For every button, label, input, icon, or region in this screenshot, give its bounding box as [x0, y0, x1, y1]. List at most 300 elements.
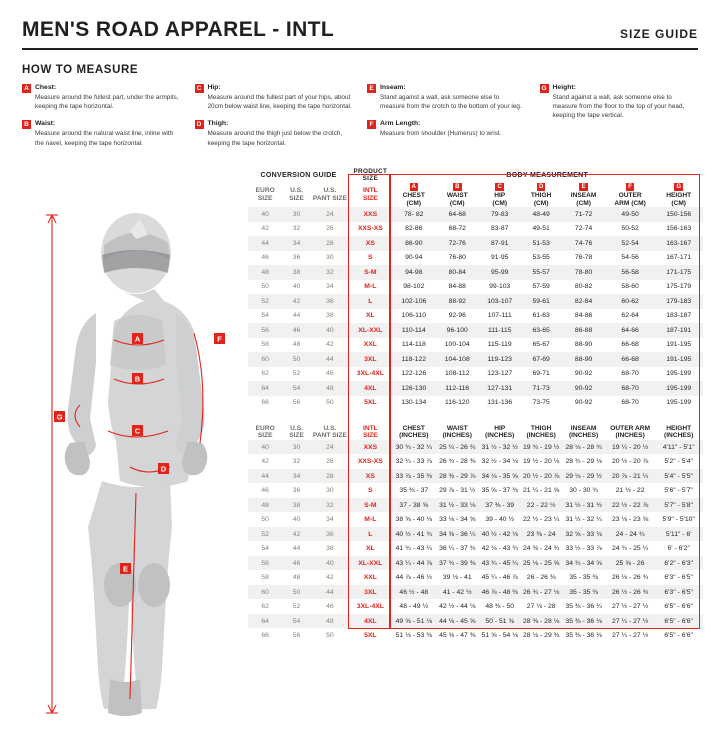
cell-measurement: 26 - 26 ⅜ — [526, 574, 556, 582]
cell-conversion: 50 — [326, 632, 334, 640]
cell-measurement: 167-171 — [666, 254, 692, 262]
cell-measurement: 37 ⅜ - 39 — [485, 501, 515, 509]
table-column-headers-cm — [248, 183, 703, 208]
cell-conversion: 44 — [292, 312, 301, 320]
cell-measurement: 25 ⅝ - 26 — [615, 559, 645, 567]
cell-conversion: 44 — [261, 472, 269, 480]
cell-measurement: 68-70 — [621, 399, 639, 407]
cell-measurement: 90-92 — [574, 399, 593, 407]
cell-measurement: 62-64 — [621, 312, 639, 320]
cell-measurement: 103-107 — [487, 297, 513, 305]
cell-measurement: 80-82 — [574, 283, 593, 291]
cell-conversion: 32 — [292, 458, 301, 466]
measure-column-2 — [195, 83, 354, 156]
cell-measurement: 33 ⅛ - 34 ⅝ — [439, 516, 476, 524]
cell-conversion: 26 — [326, 225, 334, 233]
cell-measurement: 43 ¾ - 45 ¼ — [481, 559, 518, 567]
cell-measurement: 35 - 35 ⅜ — [569, 574, 598, 582]
cell-measurement: 82-86 — [405, 225, 423, 233]
cell-conversion: 52 — [261, 530, 269, 538]
cell-conversion: 62 — [261, 603, 269, 611]
cell-measurement: 57-59 — [532, 283, 550, 291]
cell-conversion: 48 — [261, 501, 269, 509]
cell-measurement: 108-112 — [445, 370, 470, 378]
cell-measurement: 63-65 — [532, 326, 550, 334]
cell-measurement: 44 ⅛ - 45 ⅝ — [439, 617, 476, 625]
cell-conversion: 36 — [292, 254, 301, 262]
group-header-body: BODY MEASUREMENT — [506, 171, 589, 179]
cell-measurement: 122-126 — [401, 370, 427, 378]
cell-measurement: 26 ¾ - 27 ⅛ — [523, 588, 560, 596]
table-row — [248, 454, 703, 469]
cell-conversion: 44 — [326, 588, 334, 596]
size-table-element — [248, 168, 703, 643]
cell-measurement: 6'5" - 6'6" — [664, 603, 693, 611]
cell-conversion: 52 — [292, 370, 301, 378]
cell-conversion: 42 — [261, 225, 269, 233]
cell-conversion: 42 — [292, 297, 301, 305]
col-intl-size-in: INTL SIZE — [362, 424, 378, 440]
cell-measurement: 24 ¾ - 25 ¼ — [611, 545, 649, 553]
cell-measurement: 61-63 — [532, 312, 550, 320]
cell-conversion: 38 — [292, 268, 301, 276]
cell-measurement: 35 ⅝ - 37 ⅜ — [481, 487, 518, 495]
cell-measurement: 112-116 — [445, 384, 470, 392]
cell-conversion: 64 — [261, 384, 269, 392]
size-guide-label: SIZE GUIDE — [619, 27, 698, 41]
cell-measurement: 78- 82 — [404, 210, 424, 218]
cell-measurement: 24 - 24 ¾ — [615, 530, 645, 538]
cell-conversion: 46 — [261, 254, 269, 262]
cell-measurement: 51 ⅝ - 54 ⅛ — [481, 632, 518, 640]
cell-measurement: 23 ⅜ - 24 — [526, 530, 556, 538]
cell-measurement: 118-122 — [401, 355, 427, 363]
cell-measurement: 35 ⅜ - 37 — [399, 487, 429, 495]
cell-conversion: 36 — [326, 530, 334, 538]
letter-c-icon: C — [495, 183, 504, 192]
cell-conversion: 42 — [292, 530, 301, 538]
cell-measurement: 22 ½ - 23 ¼ — [523, 516, 560, 524]
cell-measurement: 6' - 6'2" — [667, 545, 690, 553]
cell-measurement: 156-163 — [666, 225, 692, 233]
col-hip-in: HIP (INCHES) — [485, 424, 515, 440]
cell-measurement: 35 - 35 ⅜ — [569, 588, 598, 596]
cell-measurement: 66-68 — [621, 341, 639, 349]
cell-measurement: 32 ⅝ - 33 ⅛ — [565, 530, 602, 538]
cell-measurement: 48 ⅜ - 50 — [485, 603, 515, 611]
cell-measurement: 40 ½ - 42 ⅛ — [481, 530, 518, 538]
cell-measurement: 31 ½ - 33 ⅛ — [439, 501, 476, 509]
cell-intl-size: S — [368, 254, 373, 262]
cell-conversion: 56 — [261, 326, 269, 334]
cell-conversion: 50 — [261, 516, 269, 524]
cell-conversion: 32 — [326, 501, 334, 509]
measure-item-height — [540, 83, 699, 121]
cell-measurement: 191-195 — [666, 341, 692, 349]
cell-measurement: 20 ½ - 20 ⅞ — [611, 458, 649, 466]
cell-measurement: 19 ¾ - 19 ½ — [523, 443, 560, 451]
badge-e-icon: E — [367, 84, 376, 93]
cell-measurement: 5'11" - 6' — [665, 530, 692, 538]
cell-measurement: 84-88 — [448, 283, 466, 291]
cell-measurement: 34 ¾ - 34 ⅝ — [565, 559, 602, 567]
cell-measurement: 68-72 — [448, 225, 466, 233]
cell-measurement: 67-69 — [532, 355, 550, 363]
cell-conversion: 38 — [326, 312, 334, 320]
cell-conversion: 26 — [326, 458, 334, 466]
cell-measurement: 34 ⅝ - 36 ¼ — [439, 530, 476, 538]
cell-conversion: 34 — [326, 516, 334, 524]
cell-measurement: 175-179 — [666, 283, 692, 291]
measure-column-4 — [540, 83, 699, 156]
col-outer-arm-in: OUTER ARM (INCHES) — [610, 424, 650, 440]
cell-measurement: 41 - 42 ½ — [442, 588, 472, 596]
cell-measurement: 44 ⅞ - 46 ½ — [395, 574, 432, 582]
cell-measurement: 195-199 — [666, 399, 692, 407]
cell-conversion: 46 — [292, 559, 301, 567]
letter-d-icon: D — [537, 183, 546, 192]
cell-intl-size: XS — [365, 239, 375, 247]
cell-conversion: 64 — [261, 617, 269, 625]
cell-conversion: 42 — [326, 341, 334, 349]
cell-conversion: 34 — [292, 239, 301, 247]
svg-text:E: E — [122, 564, 129, 574]
cell-measurement: 106-110 — [401, 312, 427, 320]
cell-conversion: 40 — [326, 559, 334, 567]
figure-marker-a — [132, 333, 143, 344]
measure-desc-chest: Measure around the fullest part, under the armpits, keeping the tape horizontal. — [35, 93, 179, 111]
cell-intl-size: XXS — [363, 443, 378, 451]
cell-conversion: 46 — [261, 487, 269, 495]
measure-item-chest — [22, 83, 181, 111]
badge-f-icon: F — [367, 120, 376, 129]
cell-intl-size: XXS — [363, 210, 378, 218]
table-row — [248, 396, 703, 411]
col-waist-in: WAIST (INCHES) — [442, 424, 472, 440]
cell-measurement: 27 ¼ - 27 ½ — [611, 632, 649, 640]
cell-intl-size: XL-XXL — [358, 326, 383, 334]
cell-conversion: 24 — [326, 210, 334, 218]
cell-measurement: 90-92 — [574, 370, 593, 378]
cell-conversion: 56 — [261, 559, 269, 567]
cell-conversion: 40 — [261, 210, 269, 218]
col-chest-in: CHEST (INCHES) — [399, 424, 429, 440]
table-row — [248, 265, 703, 280]
cell-measurement: 29 ⅞ - 31 ½ — [439, 487, 476, 495]
cell-measurement: 6'5" - 6'6" — [664, 617, 693, 625]
cell-measurement: 187-191 — [666, 326, 692, 334]
cell-intl-size: S — [368, 487, 373, 495]
cell-conversion: 48 — [261, 268, 269, 276]
cell-measurement: 84-86 — [574, 312, 593, 320]
table-row — [248, 440, 703, 455]
cell-measurement: 76-80 — [448, 254, 466, 262]
measure-desc-thigh: Measure around the thigh just below the crotch, keeping the tape horizontal. — [207, 130, 343, 147]
cell-measurement: 110-114 — [401, 326, 426, 334]
cell-measurement: 116-120 — [445, 399, 470, 407]
cell-measurement: 21 ¼ - 21 ⅝ — [523, 487, 560, 495]
table-row — [248, 207, 703, 222]
cell-conversion: 48 — [326, 384, 334, 392]
cell-measurement: 78-80 — [574, 268, 593, 276]
cell-measurement: 27 ¼ - 27 ½ — [611, 617, 649, 625]
cell-conversion: 40 — [292, 283, 301, 291]
cell-conversion: 44 — [326, 355, 334, 363]
table-row — [248, 585, 703, 600]
letter-f-icon: F — [626, 183, 635, 192]
cell-conversion: 48 — [292, 341, 301, 349]
cell-measurement: 150-156 — [666, 210, 692, 218]
cell-measurement: 100-104 — [444, 341, 470, 349]
table-group-headers — [248, 168, 703, 183]
svg-text:B: B — [134, 374, 141, 384]
cell-intl-size: S-M — [364, 501, 377, 509]
cell-measurement: 6'3" - 6'5" — [664, 574, 693, 582]
table-row — [248, 352, 703, 367]
badge-c-icon: C — [195, 84, 204, 93]
cell-measurement: 65-67 — [532, 341, 550, 349]
table-row — [248, 599, 703, 614]
cell-conversion: 36 — [292, 487, 301, 495]
cell-intl-size: S-M — [364, 268, 377, 276]
cell-measurement: 46 ½ - 48 — [399, 588, 429, 596]
cell-measurement: 68-70 — [621, 370, 639, 378]
cell-conversion: 32 — [326, 268, 334, 276]
cell-measurement: 49 ⅝ - 51 ⅛ — [395, 617, 432, 625]
col-inseam-cm: E INSEAM (CM) — [570, 183, 597, 207]
cell-measurement: 92-96 — [448, 312, 466, 320]
cell-intl-size: XL — [365, 312, 375, 320]
cell-conversion: 30 — [292, 443, 301, 451]
cell-measurement: 48 - 49 ½ — [399, 603, 429, 611]
cell-measurement: 114-118 — [401, 341, 426, 349]
cell-measurement: 43 ¼ - 44 ⅞ — [395, 559, 432, 567]
cell-conversion: 50 — [261, 283, 269, 291]
cell-measurement: 33 ½ - 33 ⅞ — [565, 545, 602, 553]
size-guide-page — [0, 18, 720, 753]
cell-measurement: 30 - 30 ¾ — [569, 487, 598, 495]
cell-measurement: 52-54 — [621, 239, 639, 247]
cell-measurement: 82-84 — [574, 297, 593, 305]
cell-measurement: 98-102 — [403, 283, 425, 291]
col-hip-cm: C HIP (CM) — [492, 183, 508, 207]
cell-conversion: 52 — [261, 297, 269, 305]
measure-item-hip — [195, 83, 354, 111]
cell-conversion: 48 — [326, 617, 334, 625]
cell-conversion: 28 — [326, 239, 334, 247]
cell-intl-size: 4XL — [364, 384, 377, 392]
group-header-conversion: CONVERSION GUIDE — [260, 171, 337, 179]
cell-conversion: 50 — [292, 588, 301, 596]
cell-measurement: 46 ⅞ - 48 ⅜ — [481, 588, 518, 596]
cell-measurement: 90-92 — [574, 384, 593, 392]
cell-measurement: 79-83 — [491, 210, 509, 218]
cell-measurement: 40 ½ - 41 ¾ — [395, 530, 432, 538]
table-row — [248, 498, 703, 513]
cell-measurement: 71-72 — [574, 210, 593, 218]
cell-intl-size: M-L — [364, 283, 377, 291]
cell-measurement: 28 ⅛ - 29 ⅜ — [523, 632, 560, 640]
cell-measurement: 76-78 — [574, 254, 593, 262]
cell-measurement: 32 ½ - 34 ⅛ — [481, 458, 518, 466]
measure-desc-inseam: Stand against a wall, ask someone else to measure from the crotch to the bottom of your leg. — [380, 93, 522, 111]
cell-measurement: 87-91 — [491, 239, 509, 247]
cell-conversion: 32 — [292, 225, 301, 233]
cell-measurement: 102-106 — [401, 297, 427, 305]
cell-intl-size: L — [368, 297, 373, 305]
cell-conversion: 60 — [261, 355, 269, 363]
cell-conversion: 38 — [326, 545, 334, 553]
cell-measurement: 83-87 — [491, 225, 509, 233]
cell-measurement: 59-61 — [532, 297, 550, 305]
svg-text:D: D — [160, 464, 167, 474]
cell-conversion: 58 — [261, 341, 269, 349]
cell-measurement: 71-73 — [532, 384, 550, 392]
size-table — [248, 168, 703, 643]
table-row — [248, 614, 703, 629]
cell-conversion: 34 — [292, 472, 301, 480]
cell-intl-size: 5XL — [364, 399, 377, 407]
cell-intl-size: 3XL — [364, 355, 377, 363]
cell-measurement: 171-175 — [666, 268, 692, 276]
cell-conversion: 54 — [261, 312, 269, 320]
cell-measurement: 80-84 — [448, 268, 466, 276]
cell-measurement: 25 ⅛ - 25 ⅝ — [523, 559, 560, 567]
cell-measurement: 95-99 — [491, 268, 509, 276]
letter-g-icon: G — [676, 183, 682, 190]
cell-measurement: 28 ⅜ - 29 ⅞ — [439, 472, 476, 480]
cell-measurement: 90-94 — [405, 254, 423, 262]
cell-measurement: 5'7" - 5'8" — [664, 501, 693, 509]
cell-measurement: 88-90 — [574, 355, 593, 363]
cell-intl-size: 5XL — [364, 632, 377, 640]
measure-item-waist — [22, 119, 181, 147]
cell-measurement: 56-58 — [621, 268, 639, 276]
cell-conversion: 28 — [326, 472, 334, 480]
cell-measurement: 27 ⅛ - 28 — [526, 603, 556, 611]
cell-measurement: 27 ½ - 27 ½ — [611, 603, 649, 611]
cell-measurement: 45 ¼ - 46 ⅞ — [481, 574, 518, 582]
col-us-pant-size-in: U.S. PANT SIZE — [312, 424, 347, 440]
measure-column-1 — [22, 83, 181, 156]
letter-b-icon: B — [453, 183, 462, 192]
table-row — [248, 222, 703, 237]
cell-measurement: 94-98 — [405, 268, 423, 276]
svg-text:A: A — [134, 334, 141, 344]
cell-intl-size: M-L — [364, 516, 377, 524]
cell-measurement: 66-68 — [621, 355, 639, 363]
cell-measurement: 28 ⅜ - 28 ⅛ — [523, 617, 560, 625]
cell-measurement: 64-66 — [621, 326, 639, 334]
cell-measurement: 28 ¾ - 29 ⅛ — [565, 458, 602, 466]
cell-conversion: 44 — [261, 239, 269, 247]
cell-measurement: 26 ½ - 26 ¾ — [611, 588, 649, 596]
cell-measurement: 99-103 — [489, 283, 511, 291]
table-row — [248, 483, 703, 498]
cell-conversion: 60 — [261, 588, 269, 596]
cell-measurement: 20 ⅞ - 21 ¼ — [611, 472, 649, 480]
cell-conversion: 42 — [261, 458, 269, 466]
figure-marker-d — [158, 463, 169, 474]
table-row — [248, 469, 703, 484]
group-header-product: PRODUCT SIZE — [353, 168, 388, 183]
how-to-measure-section — [22, 64, 698, 156]
cell-measurement: 107-111 — [487, 312, 512, 320]
page-title: MEN'S ROAD APPAREL - INTL — [22, 18, 335, 41]
cell-measurement: 5'6" - 5'7" — [664, 487, 693, 495]
letter-e-icon: E — [579, 183, 588, 192]
table-body-cm — [248, 207, 703, 410]
cell-measurement: 86-90 — [405, 239, 423, 247]
cell-conversion: 50 — [326, 399, 334, 407]
cell-measurement: 88-90 — [574, 341, 593, 349]
cell-measurement: 73-75 — [532, 399, 550, 407]
cell-measurement: 26 ¾ - 28 ⅜ — [439, 458, 476, 466]
cell-conversion: 36 — [326, 297, 334, 305]
col-outer-arm-cm: F OUTER ARM (CM) — [614, 183, 646, 207]
cell-measurement: 23 ⅛ - 23 ⅝ — [611, 516, 649, 524]
cell-measurement: 115-119 — [487, 341, 512, 349]
measure-name-waist: Waist: — [35, 120, 56, 128]
cell-measurement: 6'2" - 6'3" — [664, 559, 693, 567]
cell-measurement: 29 ⅛ - 29 ½ — [565, 472, 602, 480]
col-intl-size: INTL SIZE — [362, 187, 378, 202]
measure-column-3 — [367, 83, 526, 156]
cell-measurement: 50 - 51 ⅝ — [485, 617, 515, 625]
measure-item-inseam — [367, 83, 526, 111]
cell-conversion: 40 — [292, 516, 301, 524]
col-euro-size-in: EURO SIZE — [255, 424, 275, 440]
measure-name-height: Height: — [552, 84, 576, 91]
table-row — [248, 309, 703, 324]
cell-measurement: 5'9" - 5'10" — [662, 516, 695, 524]
cell-measurement: 191-195 — [666, 355, 692, 363]
cell-conversion: 46 — [326, 370, 334, 378]
measure-name-chest: Chest: — [35, 84, 57, 91]
cell-measurement: 6'5" - 6'6" — [664, 632, 693, 640]
cell-measurement: 31 ½ - 31 ½ — [565, 501, 602, 509]
cell-measurement: 55-57 — [532, 268, 550, 276]
col-height-cm: G HEIGHT (CM) — [666, 183, 692, 207]
cell-measurement: 60-62 — [621, 297, 639, 305]
cell-measurement: 41 ¾ - 43 ¼ — [395, 545, 432, 553]
cell-intl-size: XXL — [363, 574, 377, 582]
cell-measurement: 88-92 — [448, 297, 466, 305]
cell-measurement: 19 ½ - 20 ⅛ — [523, 458, 560, 466]
cell-measurement: 179-183 — [666, 297, 692, 305]
cell-measurement: 163-167 — [666, 239, 692, 247]
cell-measurement: 86-88 — [574, 326, 593, 334]
cell-measurement: 33 ⅞ - 35 ⅜ — [395, 472, 432, 480]
cell-measurement: 28 ⅛ - 28 ¾ — [565, 443, 602, 451]
cell-measurement: 38 ⅝ - 40 ⅛ — [395, 516, 432, 524]
cell-measurement: 58-60 — [621, 283, 639, 291]
table-row — [248, 367, 703, 382]
cell-measurement: 131-136 — [487, 399, 513, 407]
measure-item-thigh — [195, 119, 354, 147]
cell-measurement: 24 ⅜ - 24 ¾ — [523, 545, 560, 553]
table-row — [248, 541, 703, 556]
cell-conversion: 38 — [292, 501, 301, 509]
cell-measurement: 130-134 — [401, 399, 427, 407]
cell-measurement: 91-95 — [491, 254, 509, 262]
svg-text:F: F — [217, 334, 222, 344]
measure-desc-height: Stand against a wall, ask someone else to measure from the floor to the top of your head, keeping the tape vertical. — [552, 93, 685, 120]
col-us-size: U.S. SIZE — [289, 187, 304, 202]
badge-d-icon: D — [195, 120, 204, 129]
cell-measurement: 4'11" - 5'1" — [662, 443, 695, 451]
table-row — [248, 512, 703, 527]
